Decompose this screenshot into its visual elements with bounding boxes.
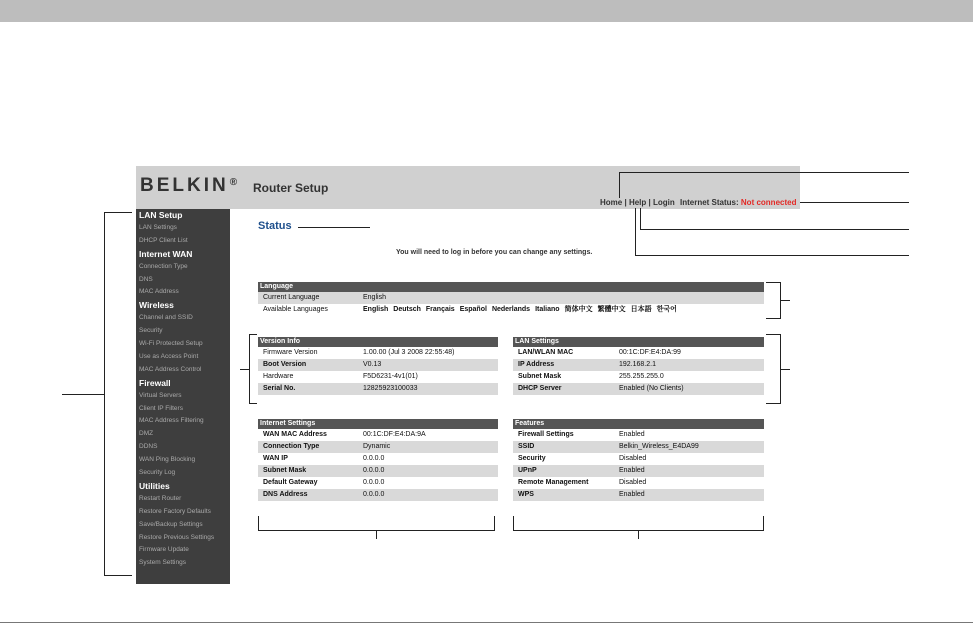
bracket-line [249, 403, 257, 404]
bracket-line [376, 530, 377, 539]
available-languages-row [258, 304, 764, 316]
internet-status-label: Internet Status: [680, 198, 739, 207]
bracket-line [249, 334, 250, 404]
lan-settings-title: LAN Settings [513, 337, 764, 347]
bracket-line [780, 369, 790, 370]
language-option[interactable]: Italiano [535, 306, 560, 313]
lan-settings-value: 00:1C:DF:E4:DA:99 [619, 349, 681, 356]
sidebar-item[interactable]: System Settings [139, 559, 186, 567]
lan-settings-label: DHCP Server [518, 385, 562, 392]
lan-settings-label: IP Address [518, 361, 555, 368]
features-label: SSID [518, 443, 535, 450]
available-languages-label: Available Languages [263, 306, 328, 313]
current-language-row [258, 292, 764, 304]
version-info-label: Hardware [263, 373, 294, 380]
lan-settings-row [513, 347, 764, 359]
features-row [513, 477, 764, 489]
bracket-line [763, 516, 764, 531]
internet-settings-row [258, 453, 498, 465]
sidebar-item[interactable]: Virtual Servers [139, 391, 182, 399]
features-panel [513, 419, 764, 501]
bracket-line [766, 403, 780, 404]
internet-settings-row [258, 465, 498, 477]
features-row [513, 453, 764, 465]
language-option[interactable]: Nederlands [491, 306, 531, 313]
sidebar-item[interactable]: MAC Address Control [139, 365, 202, 373]
sidebar-item[interactable]: DDNS [139, 443, 158, 451]
lan-settings-row [513, 383, 764, 395]
version-info-panel [258, 337, 498, 395]
features-row [513, 441, 764, 453]
sidebar-item[interactable]: Restore Previous Settings [139, 533, 215, 541]
internet-status-value: Not connected [740, 198, 797, 207]
internet-settings-panel [258, 419, 498, 501]
sidebar-item[interactable]: WAN Ping Blocking [139, 456, 196, 464]
login-notice: You will need to log in before you can change any settings. [396, 249, 593, 256]
internet-settings-value: Dynamic [363, 443, 391, 450]
internet-settings-value: 0.0.0.0 [363, 455, 385, 462]
language-panel [258, 282, 764, 316]
current-language-label: Current Language [263, 294, 320, 301]
bracket-line [638, 530, 639, 539]
lan-settings-row [513, 371, 764, 383]
sidebar-item[interactable]: Connection Type [139, 262, 188, 270]
version-info-value: V0.13 [363, 361, 382, 368]
internet-settings-label: WAN IP [263, 455, 288, 462]
sidebar-item[interactable]: Security Log [139, 469, 176, 476]
sidebar-item[interactable]: MAC Address Filtering [139, 417, 204, 425]
sidebar-section-heading: Firewall [139, 377, 171, 388]
internet-status [680, 198, 796, 207]
internet-settings-value: 0.0.0.0 [363, 479, 385, 486]
sidebar-nav [136, 209, 230, 584]
home-link[interactable]: Home [600, 198, 623, 207]
version-info-value: 12825923100033 [363, 385, 418, 392]
bracket-line [104, 212, 132, 213]
sidebar-section-heading: Internet WAN [139, 248, 193, 259]
bracket-line [62, 394, 104, 395]
features-value: Disabled [619, 479, 647, 486]
sidebar-item[interactable]: Channel and SSID [139, 314, 193, 322]
login-link[interactable]: Login [653, 198, 675, 207]
internet-settings-row [258, 441, 498, 453]
version-info-value: 1.00.00 (Jul 3 2008 22:55:48) [363, 349, 455, 356]
language-option[interactable]: 日本語 [630, 306, 652, 313]
internet-settings-row [258, 477, 498, 489]
internet-settings-label: Connection Type [263, 443, 320, 450]
current-language-value: English [363, 294, 386, 301]
features-value: Enabled [619, 467, 645, 474]
nav-separator: | [624, 198, 627, 207]
features-value: Enabled [619, 491, 645, 498]
bracket-line [766, 282, 780, 283]
callout-line [298, 227, 370, 228]
lan-settings-label: Subnet Mask [518, 373, 562, 380]
lan-settings-label: LAN/WLAN MAC [518, 349, 574, 356]
features-label: Security [518, 455, 546, 462]
nav-separator: | [648, 198, 651, 207]
lan-settings-row [513, 359, 764, 371]
language-panel-title: Language [258, 282, 764, 292]
internet-settings-value: 0.0.0.0 [363, 467, 385, 474]
bracket-line [494, 516, 495, 531]
language-option[interactable]: Français [425, 306, 455, 313]
version-info-row [258, 383, 498, 395]
bracket-line [513, 516, 514, 531]
bracket-line [240, 369, 249, 370]
bracket-line [766, 318, 780, 319]
belkin-logo: BELKIN® [140, 175, 238, 196]
internet-settings-label: Subnet Mask [263, 467, 307, 474]
version-info-value: F5D6231-4v1(01) [363, 373, 418, 380]
bracket-line [104, 575, 132, 576]
sidebar-item[interactable]: DNS [139, 275, 153, 283]
language-option[interactable]: Español [459, 306, 487, 313]
sidebar-item[interactable]: Save/Backup Settings [139, 520, 203, 528]
features-value: Enabled [619, 431, 645, 438]
sidebar-item[interactable]: Client IP Filters [139, 404, 183, 412]
features-label: UPnP [518, 467, 537, 474]
version-info-row [258, 371, 498, 383]
language-option[interactable]: 繁體中文 [597, 306, 626, 313]
callout-line [640, 208, 641, 229]
page-title: Status [258, 220, 292, 232]
internet-settings-label: WAN MAC Address [263, 431, 327, 438]
features-title: Features [513, 419, 764, 429]
lan-settings-value: Enabled (No Clients) [619, 385, 684, 392]
callout-line [619, 172, 620, 198]
sidebar-item[interactable]: LAN Settings [139, 223, 177, 231]
top-nav [600, 198, 675, 207]
language-options [363, 304, 682, 316]
callout-line [619, 172, 909, 173]
language-option[interactable]: 简体中文 [564, 306, 593, 313]
features-label: Remote Management [518, 479, 589, 486]
features-row [513, 465, 764, 477]
bracket-line [766, 334, 780, 335]
features-row [513, 489, 764, 501]
internet-settings-value: 00:1C:DF:E4:DA:9A [363, 431, 426, 438]
version-info-label: Firmware Version [263, 349, 318, 356]
sidebar-item[interactable]: Restart Router [139, 494, 182, 502]
sidebar-item[interactable]: MAC Address [139, 288, 179, 296]
callout-line [635, 208, 636, 255]
features-value: Belkin_Wireless_E4DA99 [619, 443, 699, 450]
app-title: Router Setup [253, 181, 329, 195]
internet-settings-row [258, 489, 498, 501]
sidebar-item[interactable]: DMZ [139, 430, 154, 438]
version-info-label: Boot Version [263, 361, 307, 368]
callout-line [635, 255, 909, 256]
lan-settings-panel [513, 337, 764, 395]
bracket-line [104, 212, 105, 576]
features-value: Disabled [619, 455, 647, 462]
bottom-rule [0, 622, 973, 623]
top-banner [0, 0, 973, 22]
internet-settings-label: DNS Address [263, 491, 308, 498]
language-option[interactable]: English [363, 306, 389, 313]
bracket-line [780, 300, 790, 301]
internet-settings-title: Internet Settings [258, 419, 498, 429]
version-info-title: Version Info [258, 337, 498, 347]
language-option[interactable]: 한국어 [656, 306, 677, 313]
internet-settings-row [258, 429, 498, 441]
internet-settings-label: Default Gateway [263, 479, 318, 486]
features-row [513, 429, 764, 441]
sidebar-item[interactable]: Security [139, 327, 163, 335]
version-info-row [258, 347, 498, 359]
sidebar-section-heading: LAN Setup [139, 210, 183, 220]
sidebar-item[interactable]: Restore Factory Defaults [139, 507, 211, 515]
features-label: WPS [518, 491, 534, 498]
language-option[interactable]: Deutsch [393, 306, 421, 313]
sidebar-section-heading: Utilities [139, 480, 170, 491]
lan-settings-value: 255.255.255.0 [619, 373, 664, 380]
help-link[interactable]: Help [628, 198, 647, 207]
bracket-line [249, 334, 257, 335]
callout-line [800, 202, 909, 203]
bracket-line [258, 516, 259, 531]
lan-settings-value: 192.168.2.1 [619, 361, 656, 368]
sidebar-item[interactable]: DHCP Client List [139, 236, 188, 244]
callout-line [640, 229, 909, 230]
features-label: Firewall Settings [518, 431, 574, 438]
sidebar-item[interactable]: Wi-Fi Protected Setup [139, 340, 203, 347]
sidebar-section-heading: Wireless [139, 300, 174, 311]
version-info-label: Serial No. [263, 385, 296, 392]
internet-settings-value: 0.0.0.0 [363, 491, 385, 498]
sidebar-item[interactable]: Use as Access Point [139, 352, 199, 360]
sidebar-item[interactable]: Firmware Update [139, 546, 189, 554]
version-info-row [258, 359, 498, 371]
